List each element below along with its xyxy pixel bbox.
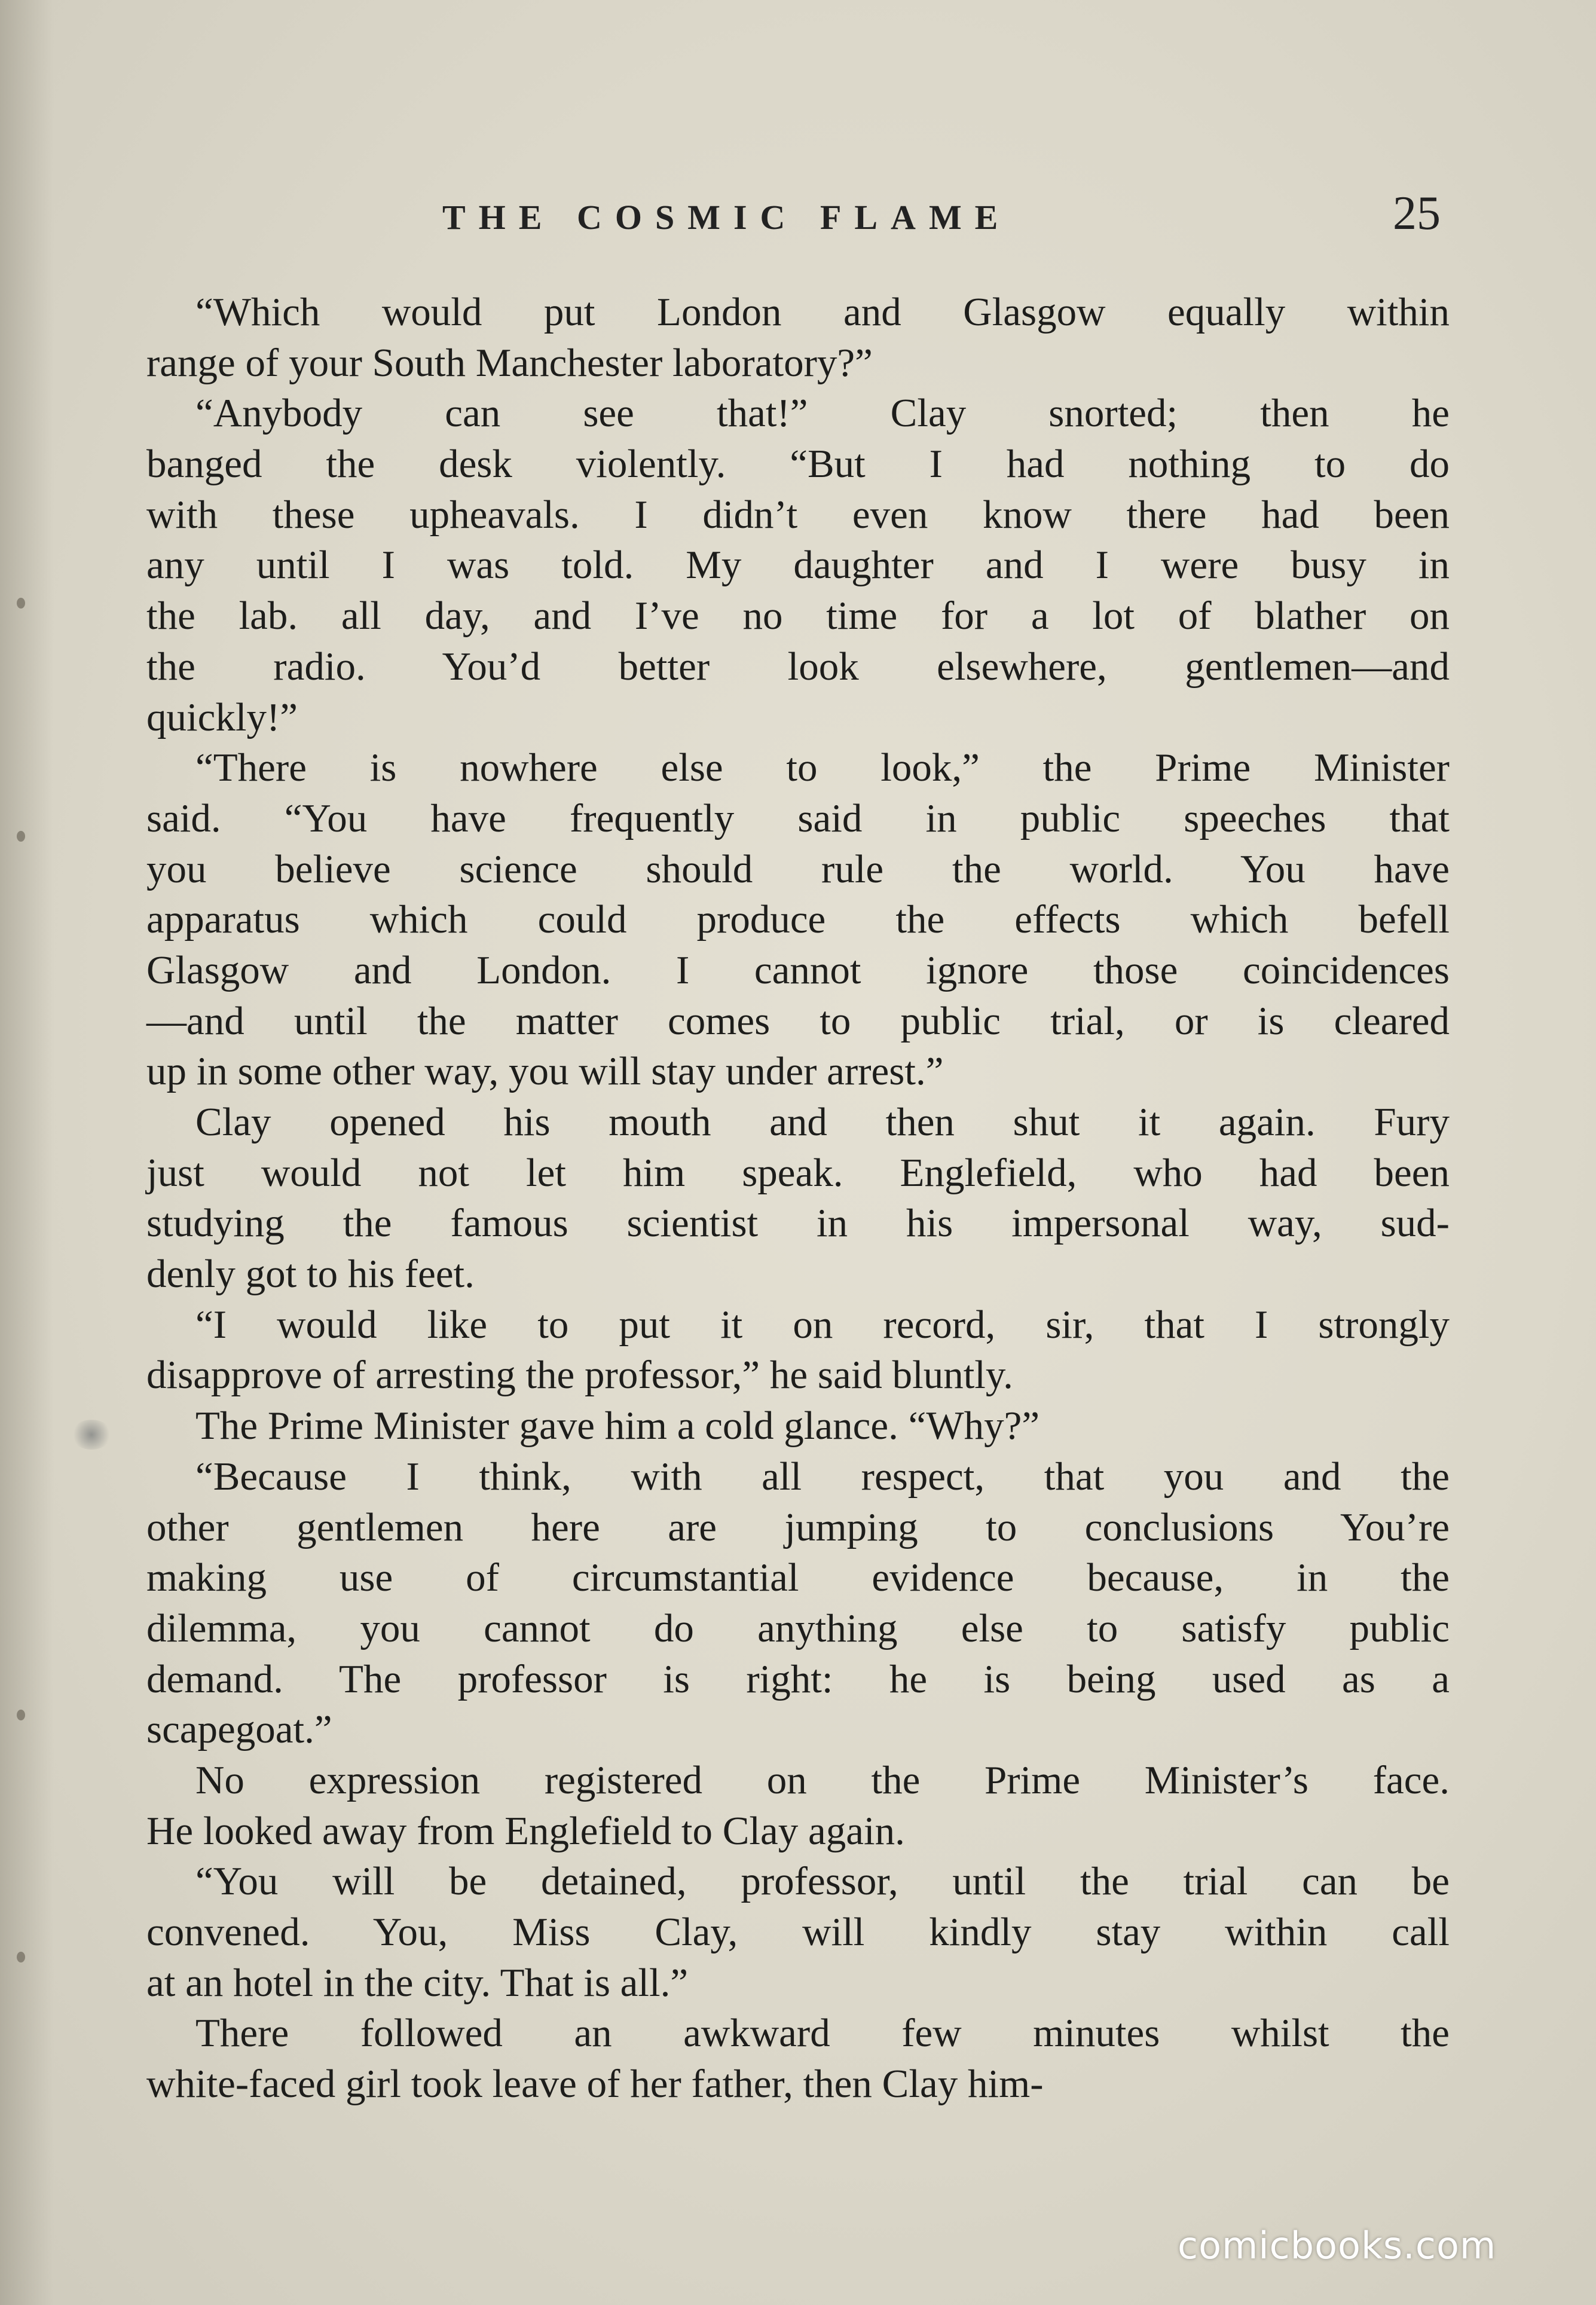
text-line: “You will be detained, professor, until the trial can be	[195, 1859, 1450, 1904]
text-line: The Prime Minister gave him a cold glance. “Why?”	[195, 1404, 1040, 1448]
text-line: at an hotel in the city. That is all.”	[146, 1960, 689, 2005]
text-line: the radio. You’d better look elsewhere, gentlemen—and	[146, 644, 1450, 689]
binding-hole	[17, 598, 25, 609]
text-line: “Which would put London and Glasgow equally within	[195, 290, 1450, 334]
text-line: scapegoat.”	[146, 1707, 332, 1752]
paragraph	[146, 1755, 1450, 1856]
binding-hole	[17, 1952, 25, 1962]
paragraph	[146, 1451, 1450, 1755]
running-title: THE COSMIC FLAME	[442, 198, 1011, 237]
text-line: quickly!”	[146, 695, 298, 739]
paragraph	[146, 287, 1450, 388]
text-line: “I would like to put it on record, sir, that I strongly	[195, 1302, 1450, 1347]
text-line: demand. The professor is right: he is being used as a	[146, 1656, 1450, 1701]
text-line: denly got to his feet.	[146, 1252, 475, 1297]
paragraph	[146, 2008, 1450, 2109]
body-text	[146, 287, 1450, 2110]
text-line: dilemma, you cannot do anything else to satisfy public	[146, 1606, 1450, 1650]
paragraph	[146, 742, 1450, 1097]
text-line: with these upheavals. I didn’t even know there had been	[146, 492, 1450, 537]
paragraph	[146, 1097, 1450, 1300]
text-line: the lab. all day, and I’ve no time for a lot of blather on	[146, 594, 1450, 638]
text-line: just would not let him speak. Englefield, who had been	[146, 1150, 1450, 1195]
text-line: “Anybody can see that!” Clay snorted; then he	[195, 391, 1450, 436]
paragraph	[146, 388, 1450, 742]
paragraph	[146, 1401, 1450, 1451]
binding-hole	[17, 1710, 25, 1720]
binding-hole	[17, 831, 25, 842]
text-line: “Because I think, with all respect, that you and the	[195, 1454, 1450, 1499]
text-line: Glasgow and London. I cannot ignore those coincidences	[146, 947, 1450, 992]
text-line: making use of circumstantial evidence because, in the	[146, 1555, 1450, 1600]
text-line: banged the desk violently. “But I had nothing to do	[146, 442, 1450, 487]
paragraph	[146, 1856, 1450, 2008]
text-line: other gentlemen here are jumping to conclusions You’re	[146, 1505, 1450, 1549]
watermark: comicbooks.com	[1178, 2224, 1497, 2267]
text-line: No expression registered on the Prime Minister’s face.	[195, 1757, 1450, 1802]
text-line: apparatus which could produce the effects which befell	[146, 897, 1450, 942]
running-head	[0, 187, 1596, 246]
text-line: Clay opened his mouth and then shut it again. Fury	[195, 1100, 1450, 1144]
text-line: white-faced girl took leave of her father, then Clay him-	[146, 2062, 1044, 2107]
text-line: He looked away from Englefield to Clay again.	[146, 1808, 905, 1853]
text-line: any until I was told. My daughter and I were busy in	[146, 543, 1450, 588]
gutter-shadow	[0, 0, 54, 2305]
text-line: disapprove of arresting the professor,” he said bluntly.	[146, 1353, 1013, 1398]
ink-smudge	[71, 1420, 112, 1450]
text-line: you believe science should rule the world. You have	[146, 846, 1450, 891]
text-line: “There is nowhere else to look,” the Prime Minister	[195, 745, 1450, 790]
text-line: studying the famous scientist in his impersonal way, sud-	[146, 1201, 1450, 1246]
text-line: There followed an awkward few minutes whilst the	[195, 2011, 1450, 2056]
text-line: range of your South Manchester laboratory?”	[146, 340, 873, 385]
text-line: said. “You have frequently said in public speeches that	[146, 796, 1450, 840]
paragraph	[146, 1300, 1450, 1401]
text-line: convened. You, Miss Clay, will kindly stay within call	[146, 1910, 1450, 1954]
text-line: up in some other way, you will stay under arrest.”	[146, 1049, 944, 1094]
text-line: —and until the matter comes to public trial, or is cleared	[146, 998, 1450, 1043]
page-number: 25	[1393, 187, 1441, 240]
